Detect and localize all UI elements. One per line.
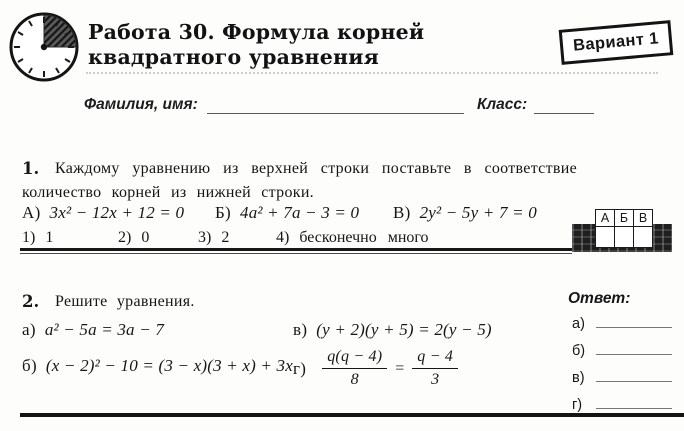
answer-table-header-B: Б <box>615 210 634 227</box>
answer-b-label: б) <box>572 343 586 359</box>
problem1-option-4 <box>276 229 429 247</box>
answer-row-v <box>572 368 672 386</box>
item-a-label: а) <box>22 320 36 339</box>
problem2-item-a <box>22 320 164 340</box>
page-title-line1: Работа 30. Формула корней <box>88 20 425 44</box>
answer-g-fill-line[interactable] <box>596 395 672 409</box>
item-g-right-denominator: 3 <box>431 371 440 388</box>
answer-row-a <box>572 314 672 332</box>
answer-a-fill-line[interactable] <box>596 314 672 328</box>
problem1-equation-B <box>215 203 359 223</box>
item-a-formula: a² − 5a = 3a − 7 <box>44 320 165 339</box>
equation-V-label: В) <box>393 203 411 222</box>
equation-B-label: Б) <box>215 203 232 222</box>
item-g-right-fraction <box>412 348 458 389</box>
section-divider-rule <box>20 248 572 254</box>
item-g-left-denominator: 8 <box>350 371 359 388</box>
item-g-label: г) <box>293 358 307 378</box>
problem1-option-1 <box>22 229 53 247</box>
answer-table-header-A: А <box>596 210 615 227</box>
answer-table-cell-B[interactable] <box>615 227 634 248</box>
item-g-equals-sign: = <box>394 359 406 377</box>
equation-A-formula: 3x² − 12x + 12 = 0 <box>49 203 185 222</box>
item-b-formula: (x − 2)² − 10 = (3 − x)(3 + x) + 3x <box>45 356 293 375</box>
item-g-left-fraction <box>322 348 387 389</box>
option-4-text: бесконечно много <box>299 229 429 246</box>
item-v-formula: (y + 2)(y + 5) = 2(y − 5) <box>316 320 492 339</box>
name-fill-line[interactable] <box>207 113 464 114</box>
problem1-answer-table <box>595 209 653 248</box>
item-v-label: в) <box>293 320 308 339</box>
answer-row-b <box>572 341 672 359</box>
option-2-text: 0 <box>141 229 150 246</box>
option-3-text: 2 <box>221 229 230 246</box>
answer-table-header-V: В <box>634 210 653 227</box>
item-b-label: б) <box>22 356 37 375</box>
item-g-left-numerator: q(q − 4) <box>322 348 387 369</box>
page-bottom-rule <box>20 413 684 417</box>
problem1-number: 1. <box>22 159 40 178</box>
class-fill-line[interactable] <box>534 113 594 114</box>
problem2-item-v <box>293 320 492 340</box>
problem1-equation-A <box>22 203 184 223</box>
equation-V-formula: 2y² − 5y + 7 = 0 <box>419 203 537 222</box>
problem2-item-g <box>293 348 458 389</box>
problem2-statement: Решите уравнения. <box>55 293 195 310</box>
variant-badge-label: Вариант 1 <box>572 29 660 55</box>
class-label: Класс: <box>477 96 528 113</box>
option-2-label: 2) <box>118 229 132 246</box>
option-3-label: 3) <box>198 229 212 246</box>
equation-A-label: А) <box>22 203 41 222</box>
variant-badge <box>559 20 674 65</box>
answer-b-fill-line[interactable] <box>596 341 672 355</box>
problem1-statement-line1: Каждому уравнению из верхней строки поставьте в соответствие <box>55 160 577 177</box>
answer-v-label: в) <box>572 370 585 386</box>
problem1-statement-line2: количество корней из нижней строки. <box>22 184 314 201</box>
problem1-option-2 <box>118 229 149 247</box>
name-label: Фамилия, имя: <box>84 96 198 113</box>
problem1-option-3 <box>198 229 229 247</box>
option-1-label: 1) <box>22 229 36 246</box>
problem2-item-b <box>22 356 293 376</box>
page-title <box>88 20 468 70</box>
option-4-label: 4) <box>276 229 290 246</box>
answer-table-cell-A[interactable] <box>596 227 615 248</box>
item-g-right-numerator: q − 4 <box>412 348 458 369</box>
answer-row-g <box>572 395 672 413</box>
equation-B-formula: 4a² + 7a − 3 = 0 <box>240 203 360 222</box>
answers-label: Ответ: <box>568 290 631 307</box>
answer-a-label: а) <box>572 316 585 332</box>
option-1-text: 1 <box>45 229 54 246</box>
page-title-line2: квадратного уравнения <box>88 45 379 69</box>
answer-g-label: г) <box>572 397 583 413</box>
scan-artifact-dotted-line <box>86 72 658 74</box>
problem1-equation-V <box>393 203 537 223</box>
problem2-number: 2. <box>22 292 40 311</box>
clock-icon <box>8 7 80 85</box>
answer-table-cell-V[interactable] <box>634 227 653 248</box>
answer-v-fill-line[interactable] <box>596 368 672 382</box>
